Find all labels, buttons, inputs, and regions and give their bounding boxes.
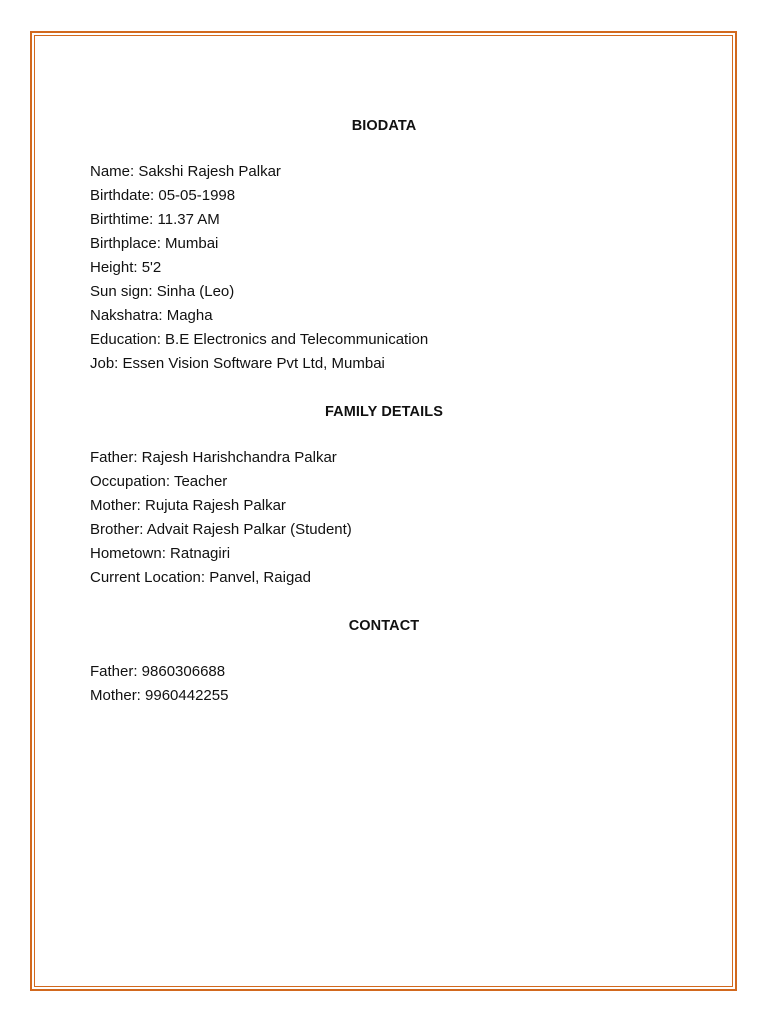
biodata-details-list (90, 160, 678, 376)
detail-nakshatra: Nakshatra: Magha (90, 307, 213, 324)
contact-father-phone: Father: 9860306688 (90, 663, 226, 680)
contact-heading: CONTACT (348, 618, 420, 634)
detail-education: Education: B.E Electronics and Telecommunication (90, 331, 429, 348)
detail-sun-sign: Sun sign: Sinha (Leo) (90, 283, 235, 300)
family-details-list (90, 446, 678, 590)
family-mother: Mother: Rujuta Rajesh Palkar (90, 497, 286, 514)
family-brother: Brother: Advait Rajesh Palkar (Student) (90, 521, 352, 538)
family-hometown: Hometown: Ratnagiri (90, 545, 231, 562)
family-current-location: Current Location: Panvel, Raigad (90, 569, 311, 586)
detail-name: Name: Sakshi Rajesh Palkar (90, 163, 281, 180)
detail-job: Job: Essen Vision Software Pvt Ltd, Mumbai (90, 355, 385, 372)
detail-height: Height: 5'2 (90, 259, 162, 276)
detail-birthplace: Birthplace: Mumbai (90, 235, 219, 252)
family-occupation: Occupation: Teacher (90, 473, 228, 490)
contact-mother-phone: Mother: 9960442255 (90, 687, 229, 704)
family-details-heading: FAMILY DETAILS (325, 404, 443, 420)
detail-birthdate: Birthdate: 05-05-1998 (90, 187, 236, 204)
contact-list (90, 660, 678, 708)
biodata-document (90, 114, 678, 708)
biodata-heading: BIODATA (351, 118, 417, 134)
family-father: Father: Rajesh Harishchandra Palkar (90, 449, 337, 466)
detail-birthtime: Birthtime: 11.37 AM (90, 211, 220, 228)
